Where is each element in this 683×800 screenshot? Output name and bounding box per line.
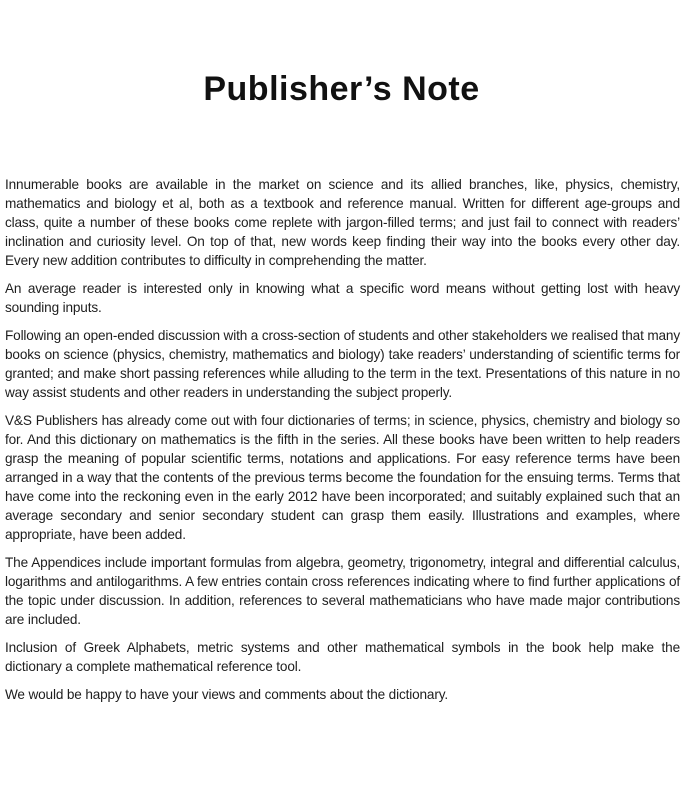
paragraph-5: The Appendices include important formulas from algebra, geometry, trigonometry, integral and differential calculus, logarithms and antilogarithms. A few entries contain cross references indicating where to find further applications of the topic under discussion. In addition, references to several mathematicians who have made major contributions are included.	[5, 555, 680, 627]
paragraph-7: We would be happy to have your views and comments about the dictionary.	[5, 687, 448, 702]
body-text	[5, 175, 680, 713]
paragraph-2: An average reader is interested only in knowing what a specific word means without getting lost with heavy sounding inputs.	[5, 281, 680, 315]
page-title: Publisher’s Note	[203, 70, 480, 108]
paragraph-3: Following an open-ended discussion with a cross-section of students and other stakeholders we realised that many books on science (physics, chemistry, mathematics and biology) take readers’ understanding of scientific terms for granted; and make short passing references while alluding to the term in the text. Presentations of this nature in no way assist students and other readers in understanding the subject properly.	[5, 328, 680, 400]
paragraph-6: Inclusion of Greek Alphabets, metric systems and other mathematical symbols in the book help make the dictionary a complete mathematical reference tool.	[5, 640, 680, 674]
paragraph-1: Innumerable books are available in the market on science and its allied branches, like, physics, chemistry, mathematics and biology et al, both as a textbook and reference manual. Written for different age-groups and class, quite a number of these books come replete with jargon-filled terms; and just fail to connect with readers’ inclination and curiosity level. On top of that, new words keep finding their way into the books every other day. Every new addition contributes to difficulty in comprehending the matter.	[5, 177, 680, 268]
paragraph-4: V&S Publishers has already come out with four dictionaries of terms; in science, physics, chemistry and biology so for. And this dictionary on mathematics is the fifth in the series. All these books have been written to help readers grasp the meaning of popular scientific terms, notations and applications. For easy reference terms have been arranged in a way that the contents of the previous terms become the foundation for the ensuing terms. Terms that have come into the reckoning even in the early 2012 have been incorporated; and suitably explained such that an average secondary and senior secondary student can grasp them easily. Illustrations and examples, where appropriate, have been added.	[5, 413, 680, 542]
